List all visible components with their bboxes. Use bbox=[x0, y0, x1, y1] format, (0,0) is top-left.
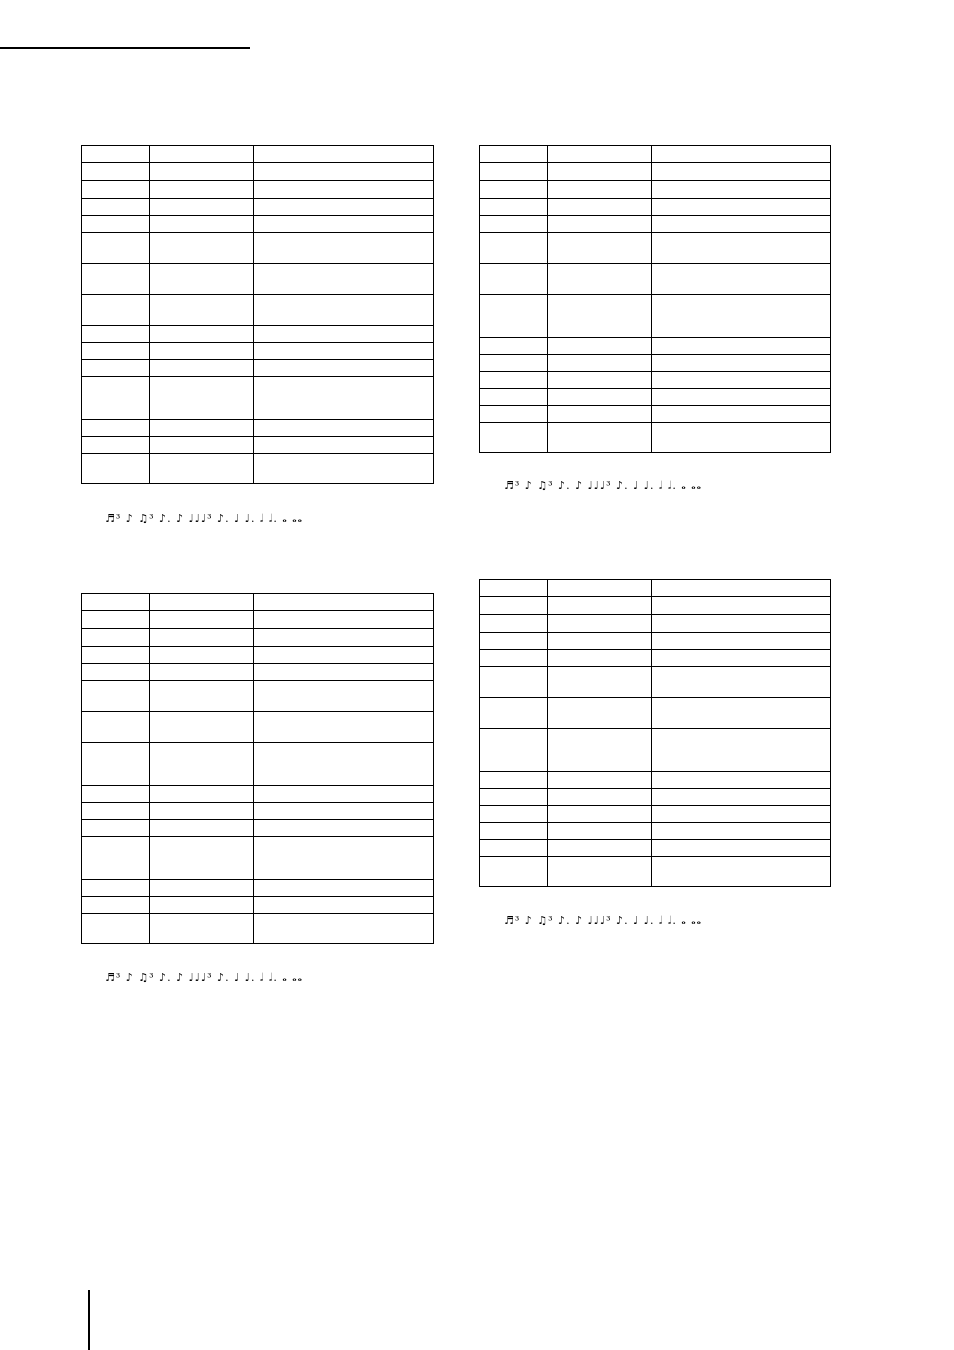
table-row bbox=[480, 295, 831, 338]
table-cell bbox=[254, 233, 434, 264]
table-cell bbox=[652, 406, 831, 423]
table-row bbox=[480, 338, 831, 355]
table-cell bbox=[548, 338, 652, 355]
table-cell bbox=[82, 664, 150, 681]
table-cell bbox=[652, 729, 831, 772]
table-cell bbox=[82, 786, 150, 803]
table-row bbox=[82, 786, 434, 803]
table-row bbox=[480, 806, 831, 823]
table-cell bbox=[150, 647, 254, 664]
table-row bbox=[82, 420, 434, 437]
note-value-legend-bottom-left: ♬³ ♪ ♫³ ♪. ♪ ♩♩♩³ ♪. ♩ ♩. 𝅗𝅥 𝅗𝅥. 𝅝 𝅝𝅝 bbox=[105, 971, 304, 984]
table-cell bbox=[82, 837, 150, 880]
table-row bbox=[480, 423, 831, 453]
table-row bbox=[480, 146, 831, 163]
table-cell bbox=[150, 360, 254, 377]
table-row bbox=[480, 389, 831, 406]
table-cell bbox=[254, 454, 434, 484]
table-row bbox=[82, 611, 434, 629]
table-cell bbox=[480, 181, 548, 199]
table-cell bbox=[82, 377, 150, 420]
table-cell bbox=[150, 437, 254, 454]
note-value-legend-bottom-right: ♬³ ♪ ♫³ ♪. ♪ ♩♩♩³ ♪. ♩ ♩. 𝅗𝅥 𝅗𝅥. 𝅝 𝅝𝅝 bbox=[504, 914, 703, 927]
table-cell bbox=[150, 326, 254, 343]
table-cell bbox=[548, 615, 652, 633]
table-cell bbox=[548, 650, 652, 667]
table-row bbox=[480, 823, 831, 840]
table-row bbox=[480, 633, 831, 650]
table-cell bbox=[480, 163, 548, 181]
table-cell bbox=[150, 216, 254, 233]
table-cell bbox=[480, 264, 548, 295]
table-cell bbox=[150, 664, 254, 681]
table-cell bbox=[150, 295, 254, 326]
table-cell bbox=[82, 629, 150, 647]
table-cell bbox=[480, 772, 548, 789]
table-cell bbox=[652, 146, 831, 163]
table-cell bbox=[254, 594, 434, 611]
table-cell bbox=[82, 681, 150, 712]
table-row bbox=[480, 372, 831, 389]
table-row bbox=[82, 181, 434, 199]
note-value-legend-top-right: ♬³ ♪ ♫³ ♪. ♪ ♩♩♩³ ♪. ♩ ♩. 𝅗𝅥 𝅗𝅥. 𝅝 𝅝𝅝 bbox=[504, 479, 703, 492]
table-row bbox=[82, 897, 434, 914]
table-cell bbox=[150, 820, 254, 837]
table-cell bbox=[480, 840, 548, 857]
table-row bbox=[82, 377, 434, 420]
table-cell bbox=[652, 338, 831, 355]
table-cell bbox=[82, 880, 150, 897]
table-cell bbox=[652, 372, 831, 389]
table-row bbox=[480, 181, 831, 199]
table-row bbox=[480, 857, 831, 887]
table-cell bbox=[150, 420, 254, 437]
table-cell bbox=[254, 264, 434, 295]
table-cell bbox=[548, 181, 652, 199]
table-cell bbox=[254, 326, 434, 343]
table-cell bbox=[254, 880, 434, 897]
table-cell bbox=[254, 377, 434, 420]
table-row bbox=[480, 789, 831, 806]
table-cell bbox=[82, 199, 150, 216]
table-cell bbox=[548, 823, 652, 840]
table-row bbox=[82, 146, 434, 163]
table-cell bbox=[254, 146, 434, 163]
table-row bbox=[480, 650, 831, 667]
table-cell bbox=[480, 199, 548, 216]
table-cell bbox=[548, 216, 652, 233]
table-cell bbox=[254, 681, 434, 712]
table-cell bbox=[480, 406, 548, 423]
table-cell bbox=[254, 295, 434, 326]
table-cell bbox=[652, 580, 831, 597]
table-cell bbox=[480, 233, 548, 264]
table-row bbox=[82, 163, 434, 181]
table-cell bbox=[82, 233, 150, 264]
table-cell bbox=[652, 423, 831, 453]
table-cell bbox=[548, 840, 652, 857]
table-row bbox=[480, 580, 831, 597]
table-row bbox=[82, 233, 434, 264]
table-cell bbox=[480, 423, 548, 453]
table-cell bbox=[254, 629, 434, 647]
table-cell bbox=[652, 789, 831, 806]
table-row bbox=[82, 880, 434, 897]
table-row bbox=[480, 615, 831, 633]
table-cell bbox=[480, 216, 548, 233]
table-cell bbox=[480, 823, 548, 840]
table-cell bbox=[82, 146, 150, 163]
table-cell bbox=[150, 803, 254, 820]
table-cell bbox=[254, 897, 434, 914]
table-cell bbox=[82, 343, 150, 360]
table-cell bbox=[548, 233, 652, 264]
table-cell bbox=[150, 611, 254, 629]
table-row bbox=[480, 199, 831, 216]
parameter-table-top-right bbox=[479, 145, 831, 453]
table-cell bbox=[652, 615, 831, 633]
table-cell bbox=[652, 698, 831, 729]
table-cell bbox=[254, 820, 434, 837]
table-row bbox=[480, 772, 831, 789]
table-cell bbox=[82, 454, 150, 484]
table-row bbox=[82, 820, 434, 837]
table-row bbox=[82, 647, 434, 664]
table-cell bbox=[652, 650, 831, 667]
table-cell bbox=[548, 264, 652, 295]
table-cell bbox=[480, 615, 548, 633]
table-cell bbox=[480, 698, 548, 729]
table-cell bbox=[150, 264, 254, 295]
parameter-table-bottom-left bbox=[81, 593, 434, 944]
table-cell bbox=[150, 880, 254, 897]
table-row bbox=[82, 803, 434, 820]
table-cell bbox=[254, 199, 434, 216]
table-row bbox=[82, 629, 434, 647]
table-row bbox=[480, 597, 831, 615]
table-cell bbox=[150, 786, 254, 803]
table-cell bbox=[480, 372, 548, 389]
table-cell bbox=[652, 163, 831, 181]
table-row bbox=[82, 199, 434, 216]
table-cell bbox=[254, 216, 434, 233]
table-cell bbox=[150, 681, 254, 712]
table-cell bbox=[150, 181, 254, 199]
table-cell bbox=[82, 611, 150, 629]
table-cell bbox=[82, 420, 150, 437]
table-row bbox=[480, 163, 831, 181]
table-row bbox=[82, 837, 434, 880]
table-cell bbox=[652, 772, 831, 789]
table-row bbox=[82, 264, 434, 295]
table-cell bbox=[652, 667, 831, 698]
table-cell bbox=[82, 647, 150, 664]
table-cell bbox=[150, 454, 254, 484]
table-cell bbox=[150, 377, 254, 420]
table-cell bbox=[652, 597, 831, 615]
table-cell bbox=[82, 181, 150, 199]
table-cell bbox=[480, 633, 548, 650]
table-cell bbox=[548, 163, 652, 181]
table-cell bbox=[652, 633, 831, 650]
table-row bbox=[82, 343, 434, 360]
table-cell bbox=[652, 857, 831, 887]
table-row bbox=[480, 698, 831, 729]
table-row bbox=[480, 216, 831, 233]
table-cell bbox=[652, 264, 831, 295]
table-cell bbox=[480, 729, 548, 772]
table-cell bbox=[652, 216, 831, 233]
table-row bbox=[480, 264, 831, 295]
table-cell bbox=[254, 420, 434, 437]
table-cell bbox=[82, 897, 150, 914]
table-cell bbox=[480, 355, 548, 372]
table-cell bbox=[480, 806, 548, 823]
table-cell bbox=[548, 857, 652, 887]
table-cell bbox=[480, 789, 548, 806]
table-cell bbox=[254, 647, 434, 664]
table-cell bbox=[254, 837, 434, 880]
table-cell bbox=[82, 295, 150, 326]
table-cell bbox=[652, 199, 831, 216]
table-cell bbox=[254, 437, 434, 454]
table-row bbox=[480, 729, 831, 772]
table-row bbox=[82, 454, 434, 484]
table-cell bbox=[548, 580, 652, 597]
table-row bbox=[82, 437, 434, 454]
table-row bbox=[82, 326, 434, 343]
table-cell bbox=[150, 594, 254, 611]
footer-rule bbox=[88, 1290, 90, 1350]
table-cell bbox=[82, 216, 150, 233]
table-cell bbox=[254, 803, 434, 820]
table-cell bbox=[548, 389, 652, 406]
table-row bbox=[480, 406, 831, 423]
table-cell bbox=[652, 355, 831, 372]
table-cell bbox=[548, 423, 652, 453]
table-row bbox=[82, 295, 434, 326]
table-cell bbox=[82, 712, 150, 743]
table-cell bbox=[548, 372, 652, 389]
table-cell bbox=[150, 914, 254, 944]
table-cell bbox=[254, 712, 434, 743]
table-cell bbox=[82, 820, 150, 837]
table-cell bbox=[150, 343, 254, 360]
table-cell bbox=[254, 743, 434, 786]
table-cell bbox=[548, 806, 652, 823]
table-row bbox=[82, 743, 434, 786]
table-cell bbox=[548, 698, 652, 729]
note-value-legend-top-left: ♬³ ♪ ♫³ ♪. ♪ ♩♩♩³ ♪. ♩ ♩. 𝅗𝅥 𝅗𝅥. 𝅝 𝅝𝅝 bbox=[105, 512, 304, 525]
table-cell bbox=[82, 803, 150, 820]
table-cell bbox=[652, 181, 831, 199]
header-rule bbox=[0, 47, 250, 49]
table-cell bbox=[480, 650, 548, 667]
table-cell bbox=[480, 389, 548, 406]
table-cell bbox=[480, 597, 548, 615]
table-cell bbox=[82, 264, 150, 295]
table-row bbox=[82, 216, 434, 233]
table-cell bbox=[652, 233, 831, 264]
table-cell bbox=[82, 360, 150, 377]
table-cell bbox=[82, 163, 150, 181]
table-cell bbox=[254, 181, 434, 199]
table-cell bbox=[652, 840, 831, 857]
table-row bbox=[480, 667, 831, 698]
table-cell bbox=[548, 146, 652, 163]
table-row bbox=[82, 664, 434, 681]
table-row bbox=[480, 840, 831, 857]
table-cell bbox=[150, 837, 254, 880]
table-cell bbox=[150, 712, 254, 743]
table-row bbox=[480, 233, 831, 264]
table-cell bbox=[652, 295, 831, 338]
table-cell bbox=[548, 199, 652, 216]
table-row bbox=[480, 355, 831, 372]
table-cell bbox=[254, 664, 434, 681]
table-cell bbox=[548, 633, 652, 650]
table-cell bbox=[652, 823, 831, 840]
table-cell bbox=[254, 343, 434, 360]
table-cell bbox=[548, 789, 652, 806]
table-cell bbox=[548, 295, 652, 338]
table-cell bbox=[254, 163, 434, 181]
table-cell bbox=[480, 580, 548, 597]
table-cell bbox=[480, 295, 548, 338]
table-row bbox=[82, 360, 434, 377]
table-cell bbox=[150, 199, 254, 216]
table-cell bbox=[548, 406, 652, 423]
table-cell bbox=[548, 667, 652, 698]
table-row bbox=[82, 914, 434, 944]
table-cell bbox=[82, 743, 150, 786]
table-cell bbox=[548, 729, 652, 772]
parameter-table-bottom-right bbox=[479, 579, 831, 887]
table-cell bbox=[82, 594, 150, 611]
table-cell bbox=[150, 146, 254, 163]
table-cell bbox=[82, 437, 150, 454]
table-row bbox=[82, 712, 434, 743]
table-cell bbox=[254, 786, 434, 803]
table-cell bbox=[150, 233, 254, 264]
table-cell bbox=[480, 667, 548, 698]
table-cell bbox=[254, 360, 434, 377]
table-cell bbox=[480, 338, 548, 355]
table-cell bbox=[82, 914, 150, 944]
table-cell bbox=[150, 163, 254, 181]
table-cell bbox=[652, 389, 831, 406]
table-row bbox=[82, 594, 434, 611]
table-cell bbox=[548, 772, 652, 789]
table-cell bbox=[150, 897, 254, 914]
table-cell bbox=[480, 146, 548, 163]
table-cell bbox=[150, 743, 254, 786]
table-cell bbox=[480, 857, 548, 887]
table-cell bbox=[548, 597, 652, 615]
table-cell bbox=[150, 629, 254, 647]
table-cell bbox=[254, 611, 434, 629]
table-cell bbox=[254, 914, 434, 944]
table-cell bbox=[652, 806, 831, 823]
parameter-table-top-left bbox=[81, 145, 434, 484]
table-cell bbox=[82, 326, 150, 343]
table-row bbox=[82, 681, 434, 712]
table-cell bbox=[548, 355, 652, 372]
